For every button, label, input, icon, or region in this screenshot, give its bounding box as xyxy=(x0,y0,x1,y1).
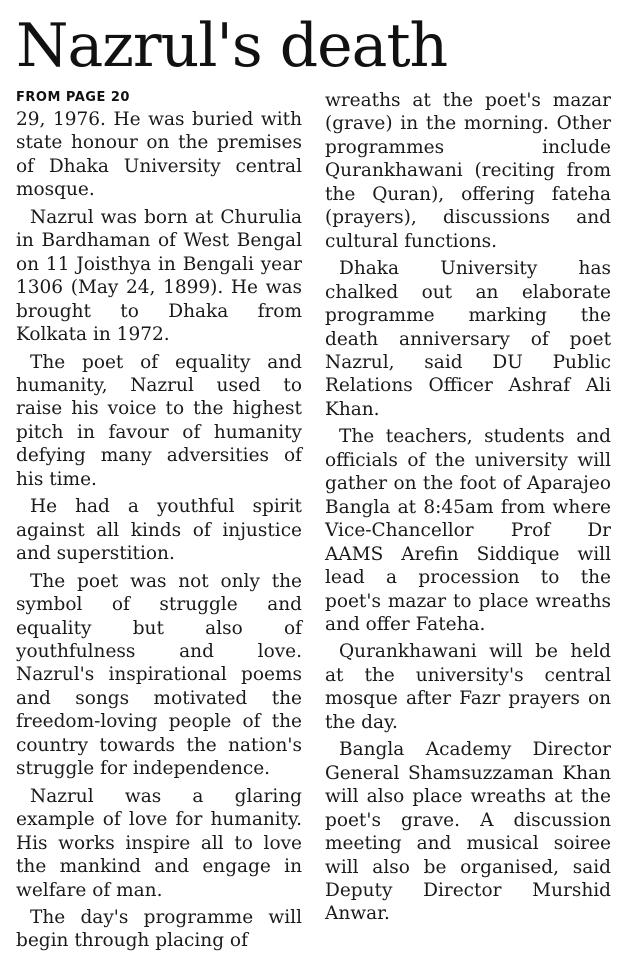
paragraph: Bangla Academy Director General Shamsuzzaman Khan will also place wreaths at the poet's grave. A discussion meeting and musical soiree will also be organised, said Deputy Director Murshid Anwar. xyxy=(325,739,611,925)
paragraph: The teachers, students and officials of the university will gather on the foot of Aparajeo Bangla at 8:45am from where Vice-Chancellor Prof Dr AAMS Arefin Siddique will lead a procession to the poet's mazar to place wreaths and offer Fateha. xyxy=(325,426,611,635)
article-column-right xyxy=(325,89,611,930)
paragraph: Dhaka University has chalked out an elaborate programme marking the death anniversary of poet Nazrul, said DU Public Relations Officer Ashraf Ali Khan. xyxy=(325,258,611,420)
paragraph: 29, 1976. He was buried with state honour on the premises of Dhaka University central mosque. xyxy=(16,109,302,201)
article-column-left xyxy=(16,88,302,957)
paragraph: The poet of equality and humanity, Nazrul used to raise his voice to the highest pitch in favour of humanity defying many adversities of his time. xyxy=(16,351,302,490)
paragraph: Nazrul was born at Churulia in Bardhaman of West Bengal on 11 Joisthya in Bengali year 1306 (May 24, 1899). He was brought to Dhaka from Kolkata in 1972. xyxy=(16,206,302,346)
paragraph: The day's programme will begin through placing of xyxy=(16,906,302,952)
paragraph: The poet was not only the symbol of struggle and equality but also of youthfulness and love. Nazrul's inspirational poems and songs motivated the freedom-loving people of the country towards the nation's struggle for independence. xyxy=(16,570,302,780)
paragraph: Nazrul was a glaring example of love for humanity. His works inspire all to love the mankind and engage in welfare of man. xyxy=(16,785,302,901)
paragraph: wreaths at the poet's mazar (grave) in the morning. Other programmes include Qurankhawani (reciting from the Quran), offering fateha (prayers), discussions and cultural functions. xyxy=(325,90,611,252)
paragraph: He had a youthful spirit against all kinds of injustice and superstition. xyxy=(16,496,302,565)
headline: Nazrul's death xyxy=(16,11,448,81)
paragraph: Qurankhawani will be held at the university's central mosque after Fazr prayers on the day. xyxy=(325,641,611,733)
jump-label: FROM PAGE 20 xyxy=(16,90,130,105)
